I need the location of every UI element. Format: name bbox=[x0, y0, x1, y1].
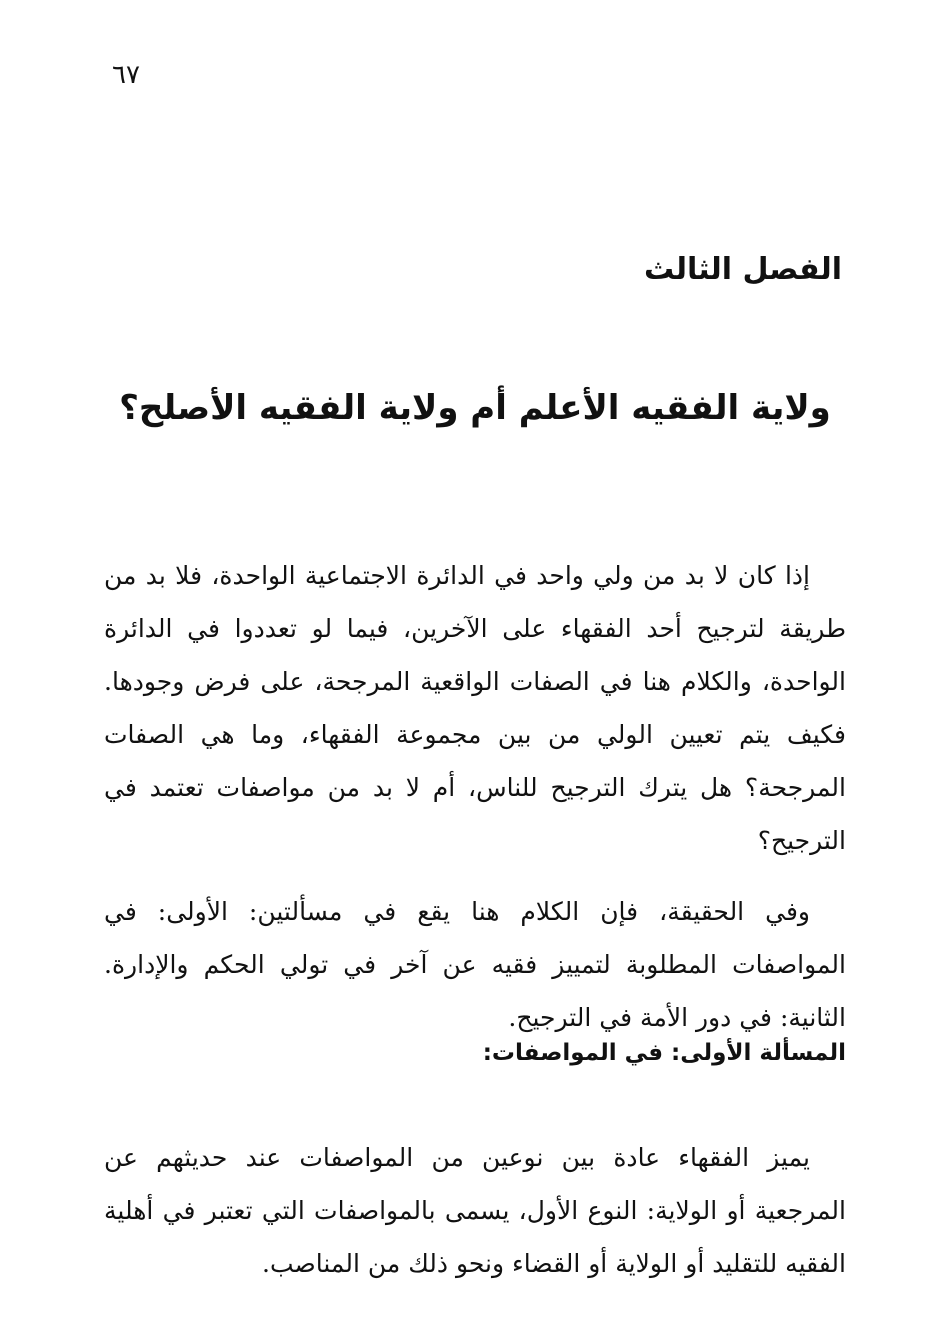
body-paragraph-3: يميز الفقهاء عادة بين نوعين من المواصفات عند حديثهم عن المرجعية أو الولاية: النوع الأول، يسمى بالمواصفات التي تعتبر في أهلية الفقيه للتقليد أو الولاية أو القضاء ونحو ذلك من المناصب. bbox=[104, 1143, 846, 1278]
chapter-title: ولاية الفقيه الأعلم أم ولاية الفقيه الأصلح؟ bbox=[119, 388, 831, 428]
page-number: ٦٧ bbox=[112, 60, 140, 90]
section-heading: المسألة الأولى: في المواصفات: bbox=[482, 1040, 846, 1066]
body-paragraph-1: إذا كان لا بد من ولي واحد في الدائرة الاجتماعية الواحدة، فلا بد من طريقة لترجيح أحد الفقهاء على الآخرين، فيما لو تعددوا في الدائرة الواحدة، والكلام هنا في الصفات الواقعية المرجحة، على فرض وجودها. فكيف يتم تعيين الولي من بين مجموعة الفقهاء، وما هي الصفات المرجحة؟ هل يترك الترجيح للناس، أم لا بد من مواصفات تعتمد في الترجيح؟ bbox=[104, 561, 846, 855]
body-paragraph-2: وفي الحقيقة، فإن الكلام هنا يقع في مسألتين: الأولى: في المواصفات المطلوبة لتمييز فقيه عن آخر في تولي الحكم والإدارة. الثانية: في دور الأمة في الترجيح. bbox=[104, 897, 846, 1032]
chapter-label: الفصل الثالث bbox=[643, 252, 842, 287]
